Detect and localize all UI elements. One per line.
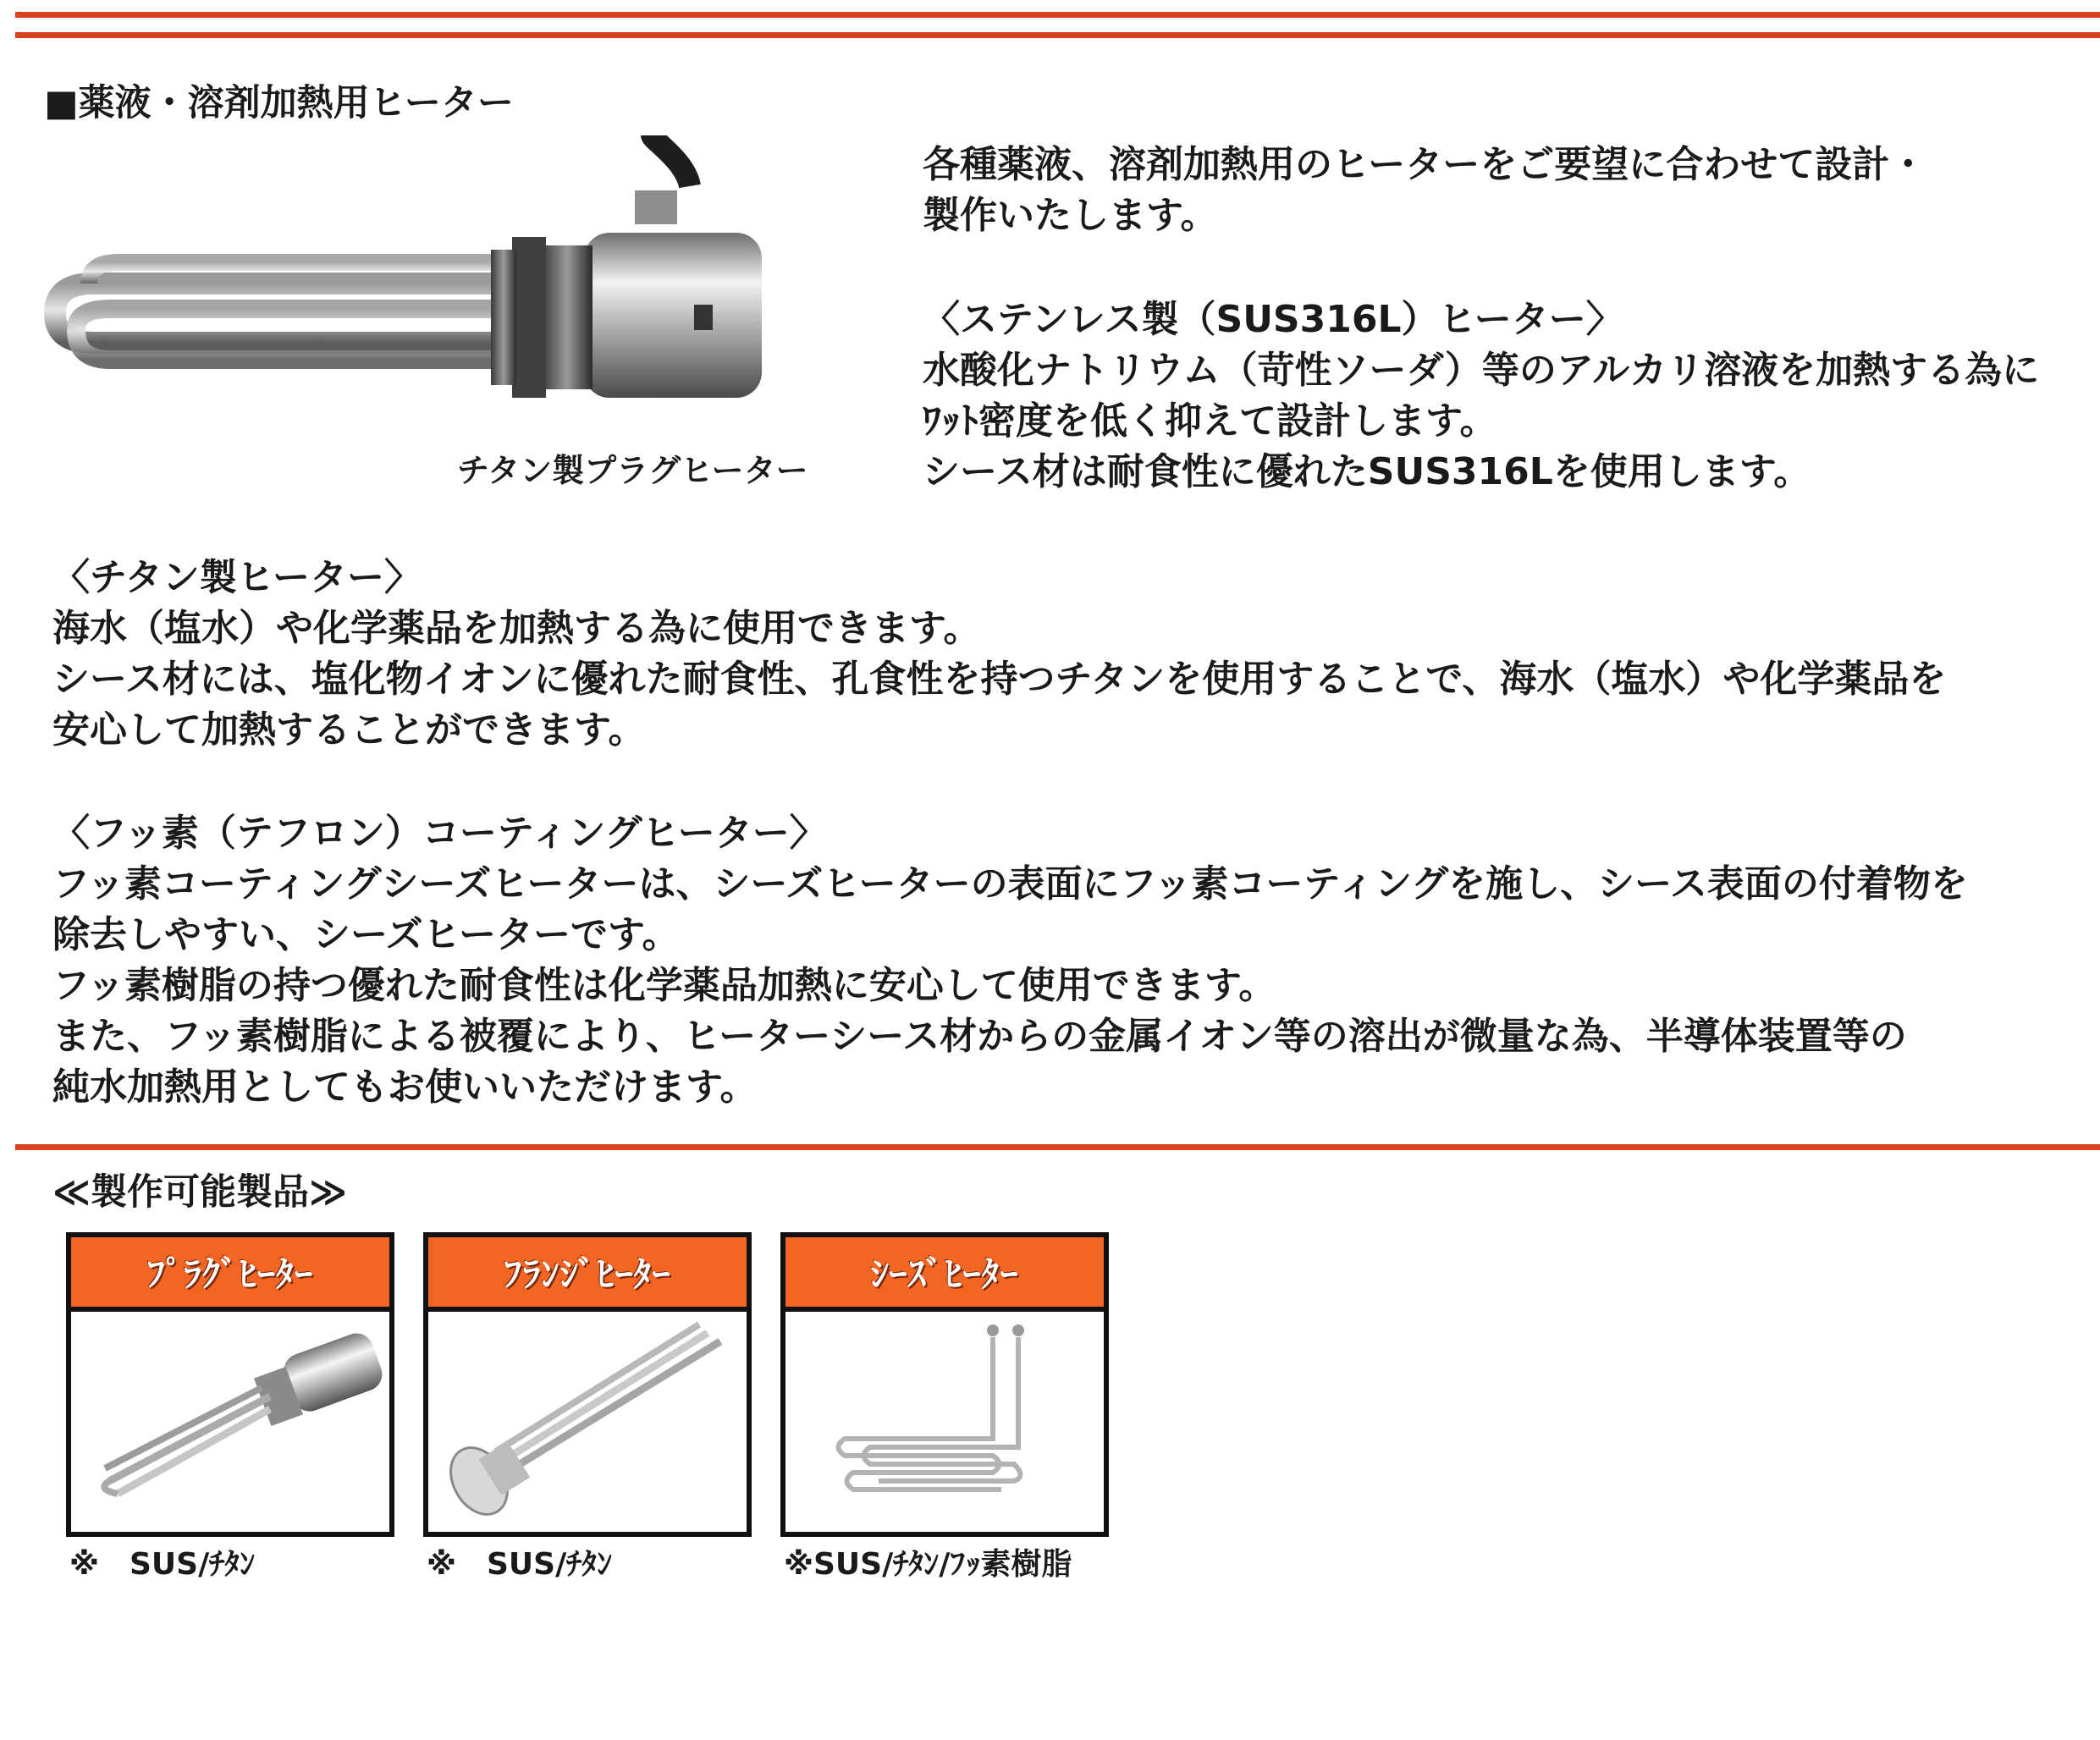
titanium-plug-heater-image <box>42 135 838 432</box>
sheathed-heater-image <box>785 1312 1104 1532</box>
stainless-line: シース材は耐食性に優れたSUS316Lを使用します。 <box>923 450 1811 493</box>
intro-paragraph <box>923 140 1926 241</box>
product-card-label: ﾌﾗﾝｼﾞﾋｰﾀｰ <box>428 1237 747 1312</box>
plug-heater-image <box>71 1312 389 1532</box>
product-card-label: ﾌﾟﾗｸﾞﾋｰﾀｰ <box>71 1237 389 1312</box>
product-card-label: ｼｰｽﾞﾋｰﾀｰ <box>785 1237 1104 1312</box>
hero-caption: チタン製プラグヒーター <box>457 452 808 489</box>
titanium-paragraph <box>52 553 1946 756</box>
product-card-sheathed <box>780 1232 1109 1537</box>
fluoro-line: また、フッ素樹脂による被覆により、ヒーターシース材からの金属イオン等の溶出が微量な為、半導体装置等の <box>52 1015 1907 1058</box>
product-card-plug <box>66 1232 394 1537</box>
intro-line: 製作いたします。 <box>923 194 1218 237</box>
middle-rule <box>15 1144 2100 1150</box>
products-heading: ≪製作可能製品≫ <box>52 1171 348 1214</box>
titanium-line: シース材には、塩化物イオンに優れた耐食性、孔食性を持つチタンを使用することで、海水（塩水）や化学薬品を <box>52 658 1947 701</box>
top-rule-2 <box>15 32 2100 38</box>
fluoro-line: フッ素樹脂の持つ優れた耐食性は化学薬品加熱に安心して使用できます。 <box>52 964 1276 1007</box>
fluoro-line: 純水加熱用としてもお使いいただけます。 <box>52 1065 758 1109</box>
product-note: ※ SUS/ﾁﾀﾝ <box>427 1547 613 1582</box>
titanium-line: 海水（塩水）や化学薬品を加熱する為に使用できます。 <box>52 607 981 650</box>
stainless-heading: 〈ステンレス製（SUS316L）ヒーター〉 <box>923 298 1623 341</box>
fluoro-line: 除去しやすい、シーズヒーターです。 <box>52 913 680 956</box>
titanium-heading: 〈チタン製ヒーター〉 <box>52 556 422 599</box>
product-card-flange <box>423 1232 752 1537</box>
fluoro-paragraph <box>52 808 1968 1113</box>
fluoro-line: フッ素コーティングシーズヒーターは、シーズヒーターの表面にフッ素コーティングを施し、シース表面の付着物を <box>52 862 1968 906</box>
top-rule-1 <box>15 12 2100 18</box>
stainless-line: 水酸化ナトリウム（苛性ソーダ）等のアルカリ溶液を加熱する為に <box>923 349 2040 392</box>
product-note: ※ SUS/ﾁﾀﾝ <box>69 1547 256 1582</box>
stainless-line: ﾜｯﾄ密度を低く抑えて設計します。 <box>923 399 1497 443</box>
section-title: ■薬液・溶剤加熱用ヒーター <box>44 82 514 124</box>
flange-heater-image <box>428 1312 747 1532</box>
intro-line: 各種薬液、溶剤加熱用のヒーターをご要望に合わせて設計・ <box>923 143 1927 186</box>
fluoro-heading: 〈フッ素（テフロン）コーティングヒーター〉 <box>52 812 827 855</box>
product-note: ※SUS/ﾁﾀﾝ/ﾌｯ素樹脂 <box>784 1547 1072 1582</box>
titanium-line: 安心して加熱することができます。 <box>52 708 646 752</box>
stainless-paragraph <box>923 295 2039 498</box>
